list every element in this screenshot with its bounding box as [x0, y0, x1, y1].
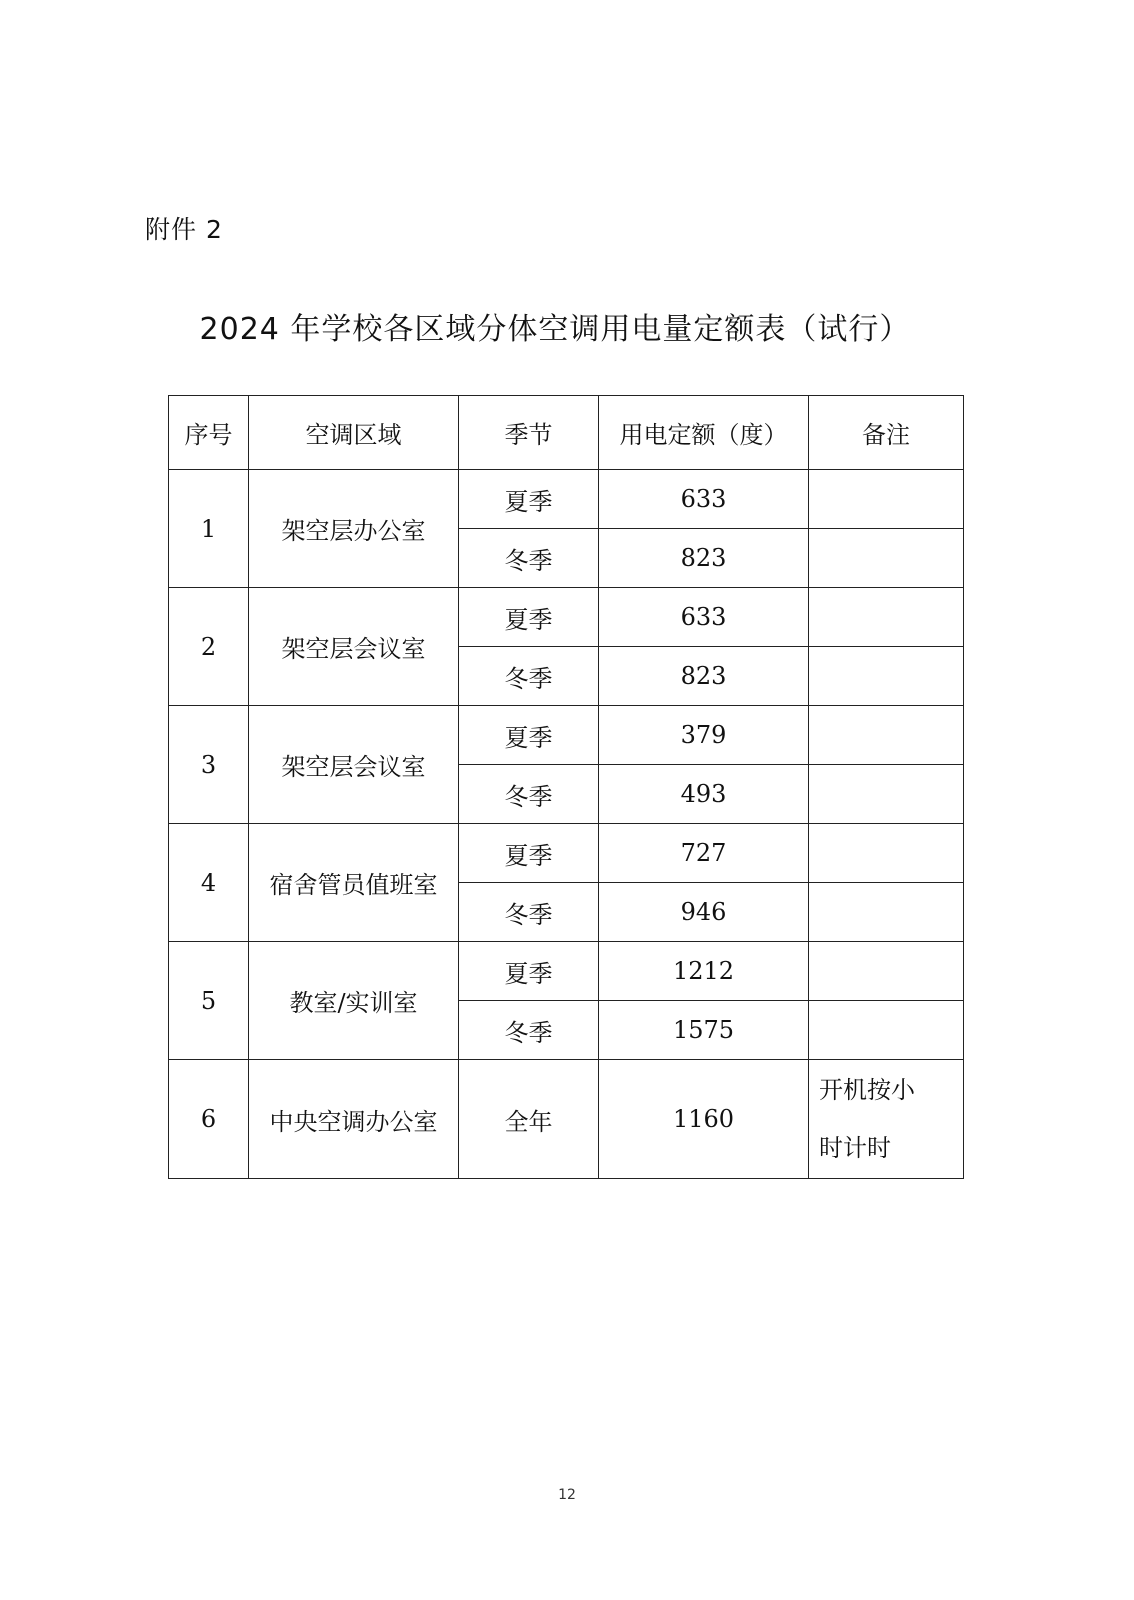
row-index: 4 [169, 824, 249, 942]
quota-table [168, 395, 964, 1179]
row-season: 夏季 [459, 470, 599, 529]
row-season: 全年 [459, 1060, 599, 1179]
header-note: 备注 [809, 396, 964, 470]
row-quota: 379 [599, 706, 809, 765]
table-header-row [169, 396, 964, 470]
row-area: 中央空调办公室 [249, 1060, 459, 1179]
row-season: 冬季 [459, 529, 599, 588]
row-season: 夏季 [459, 942, 599, 1001]
row-index: 5 [169, 942, 249, 1060]
row-area: 架空层会议室 [249, 588, 459, 706]
table-row [169, 824, 964, 883]
row-index: 6 [169, 1060, 249, 1179]
row-note [809, 529, 964, 588]
row-season: 冬季 [459, 883, 599, 942]
row-note [809, 1001, 964, 1060]
header-season: 季节 [459, 396, 599, 470]
row-area: 架空层办公室 [249, 470, 459, 588]
row-note [809, 824, 964, 883]
row-quota: 946 [599, 883, 809, 942]
row-quota: 823 [599, 647, 809, 706]
row-note [809, 647, 964, 706]
table-row [169, 1060, 964, 1179]
row-quota: 493 [599, 765, 809, 824]
header-index: 序号 [169, 396, 249, 470]
header-quota: 用电定额（度） [599, 396, 809, 470]
row-note [809, 765, 964, 824]
table-row [169, 706, 964, 765]
row-season: 夏季 [459, 706, 599, 765]
note-line: 开机按小 [819, 1076, 915, 1104]
note-line: 时计时 [819, 1134, 891, 1162]
row-quota: 823 [599, 529, 809, 588]
row-season: 夏季 [459, 588, 599, 647]
row-note [809, 470, 964, 529]
row-index: 3 [169, 706, 249, 824]
row-quota: 633 [599, 470, 809, 529]
row-note [809, 1060, 964, 1179]
row-quota: 1575 [599, 1001, 809, 1060]
row-season: 夏季 [459, 824, 599, 883]
row-quota: 1212 [599, 942, 809, 1001]
table-row [169, 588, 964, 647]
document-title: 2024 年学校各区域分体空调用电量定额表（试行） [199, 312, 911, 347]
row-area: 宿舍管员值班室 [249, 824, 459, 942]
row-note [809, 588, 964, 647]
table-row [169, 942, 964, 1001]
row-season: 冬季 [459, 765, 599, 824]
page-number: 12 [558, 1487, 576, 1503]
row-index: 1 [169, 470, 249, 588]
row-area: 教室/实训室 [249, 942, 459, 1060]
header-area: 空调区域 [249, 396, 459, 470]
row-note [809, 942, 964, 1001]
table-row [169, 470, 964, 529]
row-quota: 633 [599, 588, 809, 647]
attachment-label: 附件 2 [145, 215, 223, 244]
row-index: 2 [169, 588, 249, 706]
row-season: 冬季 [459, 1001, 599, 1060]
row-season: 冬季 [459, 647, 599, 706]
row-note [809, 706, 964, 765]
row-quota: 1160 [599, 1060, 809, 1179]
row-area: 架空层会议室 [249, 706, 459, 824]
row-quota: 727 [599, 824, 809, 883]
row-note [809, 883, 964, 942]
